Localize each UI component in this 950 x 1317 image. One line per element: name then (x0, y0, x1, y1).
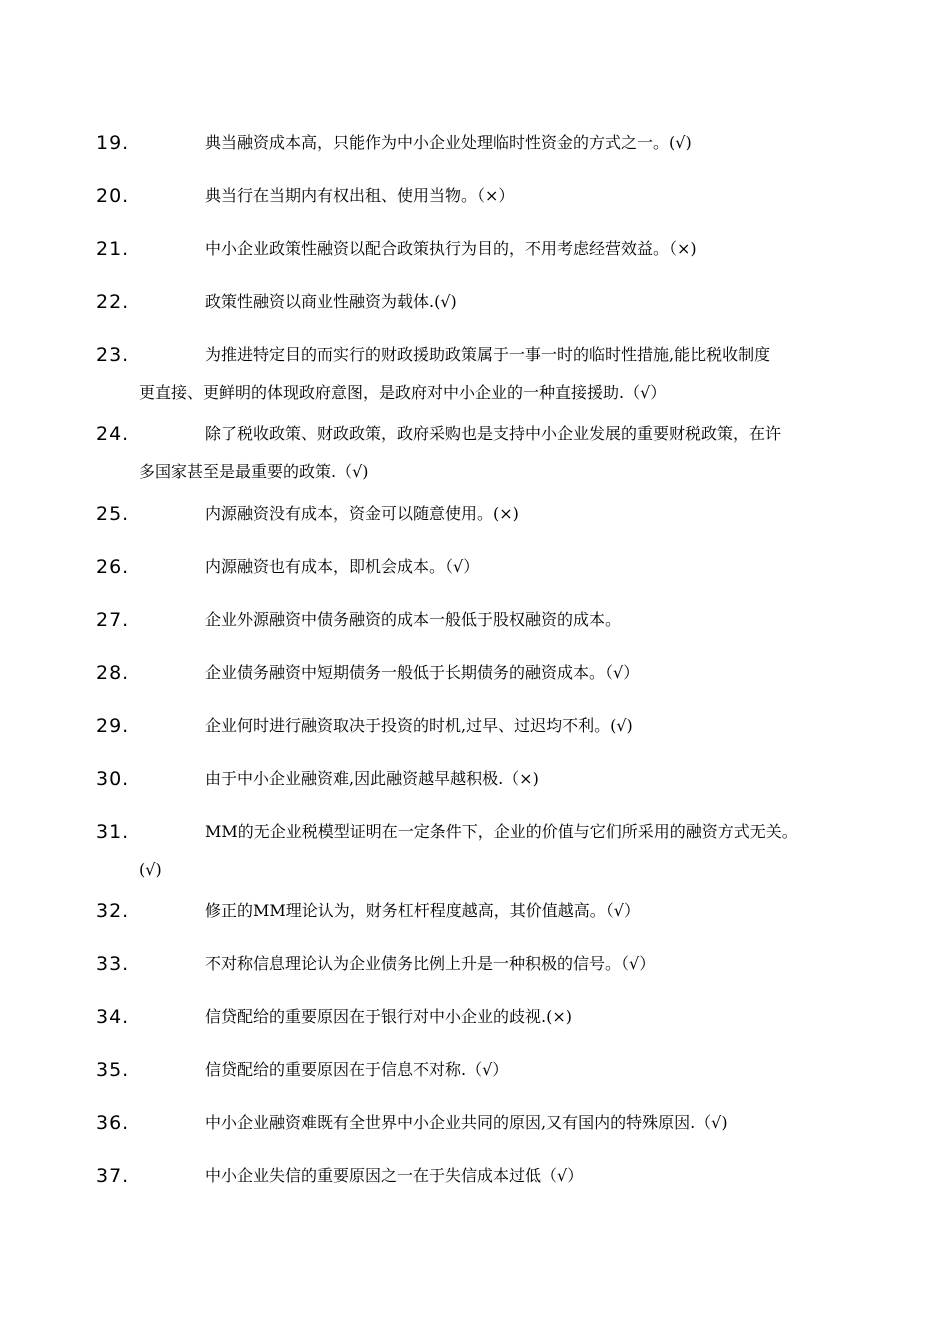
item-text: 企业债务融资中短期债务一般低于长期债务的融资成本。（√） (205, 663, 640, 682)
item-text: 由于中小企业融资难,因此融资越早越积极.（×) (205, 769, 539, 788)
item-number: 19. (96, 132, 130, 154)
item-text-continued: (√) (139, 860, 162, 879)
item-number: 23. (96, 344, 130, 366)
item-text: 政策性融资以商业性融资为载体.(√) (205, 292, 457, 311)
item-number: 21. (96, 238, 130, 260)
item-number: 33. (96, 953, 130, 975)
item-text: 企业何时进行融资取决于投资的时机,过早、过迟均不利。(√) (205, 716, 633, 735)
item-text: 企业外源融资中债务融资的成本一般低于股权融资的成本。 (205, 610, 622, 629)
item-text-continued: 多国家甚至是最重要的政策.（√) (139, 462, 369, 481)
item-text: 典当融资成本高，只能作为中小企业处理临时性资金的方式之一。(√) (205, 133, 692, 152)
item-number: 35. (96, 1059, 130, 1081)
item-text: 典当行在当期内有权出租、使用当物。（×） (205, 186, 515, 205)
item-number: 31. (96, 821, 130, 843)
item-number: 27. (96, 609, 130, 631)
item-number: 29. (96, 715, 130, 737)
item-number: 25. (96, 503, 130, 525)
item-text: MM的无企业税模型证明在一定条件下，企业的价值与它们所采用的融资方式无关。 (205, 822, 798, 841)
item-text: 信贷配给的重要原因在于信息不对称.（√） (205, 1060, 509, 1079)
item-number: 34. (96, 1006, 130, 1028)
item-text: 信贷配给的重要原因在于银行对中小企业的歧视.(×) (205, 1007, 572, 1026)
item-number: 37. (96, 1165, 130, 1187)
item-text: 中小企业政策性融资以配合政策执行为目的，不用考虑经营效益。（×) (205, 239, 697, 258)
item-text-continued: 更直接、更鲜明的体现政府意图，是政府对中小企业的一种直接援助.（√） (139, 383, 667, 402)
item-text: 中小企业失信的重要原因之一在于失信成本过低（√） (205, 1166, 584, 1185)
item-text: 修正的MM理论认为，财务杠杆程度越高，其价值越高。（√） (205, 901, 640, 920)
item-number: 20. (96, 185, 130, 207)
item-text: 不对称信息理论认为企业债务比例上升是一种积极的信号。（√） (205, 954, 656, 973)
item-text: 内源融资也有成本，即机会成本。（√） (205, 557, 480, 576)
item-number: 36. (96, 1112, 130, 1134)
item-text: 中小企业融资难既有全世界中小企业共同的原因,又有国内的特殊原因.（√) (205, 1113, 728, 1132)
item-number: 26. (96, 556, 130, 578)
item-number: 30. (96, 768, 130, 790)
item-text: 除了税收政策、财政政策，政府采购也是支持中小企业发展的重要财税政策，在许 (205, 424, 782, 443)
item-number: 22. (96, 291, 130, 313)
item-text: 为推进特定目的而实行的财政援助政策属于一事一时的临时性措施,能比税收制度 (205, 345, 771, 364)
item-number: 28. (96, 662, 130, 684)
item-text: 内源融资没有成本，资金可以随意使用。(×) (205, 504, 519, 523)
item-number: 24. (96, 423, 130, 445)
item-number: 32. (96, 900, 130, 922)
